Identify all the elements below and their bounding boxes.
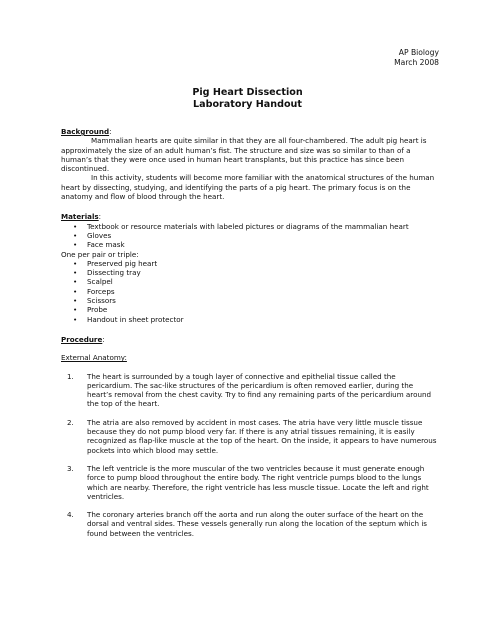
spacer	[61, 344, 437, 353]
procedure-step	[61, 464, 437, 501]
materials-section	[61, 212, 437, 324]
procedure-steps	[61, 372, 437, 538]
external-anatomy-heading: External Anatomy:	[61, 353, 127, 363]
step-number: 4.	[67, 510, 74, 520]
list-item: • Scalpel	[73, 277, 113, 287]
list-item: • Preserved pig heart	[73, 258, 158, 268]
bullet-icon: •	[73, 221, 78, 231]
step-text: The heart is surrounded by a tough layer of connective and epithelial tissue called the pericardium. The sac-like structures of the pericardium is often removed earlier, during the heart’s removal from the chest cavity. Try to find any remaining parts of the pericardium around the top of the heart.	[87, 371, 432, 409]
procedure-section	[61, 335, 437, 538]
bullet-icon: •	[73, 305, 78, 315]
step-text: The coronary arteries branch off the aorta and run along the outer surface of the heart on the dorsal and ventral sides. These vessels generally run along the location of the septum which is found between the ventricles.	[87, 510, 428, 538]
bullet-icon: •	[73, 286, 78, 296]
procedure-step	[61, 372, 437, 409]
procedure-step	[61, 418, 437, 455]
step-text: The atria are also removed by accident in most cases. The atria have very little muscle tissue because they do not pump blood very far. If there is any atrial tissues remaining, it is easily recognized as flap-like muscle at the top of the heart. On the inside, it appears to have numerous pockets into which blood may settle.	[87, 417, 437, 455]
list-item: • Scissors	[73, 296, 116, 306]
list-item: • Dissecting tray	[73, 268, 141, 278]
list-item: • Probe	[73, 305, 108, 315]
background-heading: Background:	[61, 127, 112, 136]
title-line-2: Laboratory Handout	[193, 99, 302, 110]
procedure-heading: Procedure:	[61, 334, 105, 344]
spacer	[61, 201, 437, 212]
materials-heading: Materials:	[61, 212, 102, 222]
bullet-icon: •	[73, 240, 78, 250]
list-item: • Gloves	[73, 230, 112, 240]
document-body	[61, 127, 437, 547]
list-item: • Face mask	[73, 240, 125, 250]
background-section	[61, 127, 437, 201]
course-name: AP Biology	[398, 48, 439, 57]
materials-list-shared	[61, 259, 437, 324]
list-item: • Textbook or resource materials with labeled pictures or diagrams of the mammalian heart	[73, 221, 409, 231]
list-item: • Forceps	[73, 286, 115, 296]
step-text: The left ventricle is the more muscular of the two ventricles because it must generate enough force to pump blood throughout the entire body. The right ventricle pumps blood to the lungs which are nearby. Therefore, the right ventricle has less muscle tissue. Locate the left and right ventricles.	[87, 463, 429, 501]
spacer	[61, 324, 437, 335]
bullet-icon: •	[73, 314, 78, 324]
bullet-icon: •	[73, 296, 78, 306]
list-item: • Handout in sheet protector	[73, 314, 184, 324]
spacer	[61, 363, 437, 372]
bullet-icon: •	[73, 268, 78, 278]
title-line-1: Pig Heart Dissection	[192, 87, 303, 98]
bullet-icon: •	[73, 230, 78, 240]
step-number: 1.	[67, 371, 74, 381]
background-paragraph-2: In this activity, students will become more familiar with the anatomical structures of the human heart by dissecting, studying, and identifying the parts of a pig heart. The primary focus is on the anatomy and flow of blood through the heart.	[61, 173, 435, 202]
page-title	[0, 87, 495, 111]
materials-list-individual	[61, 222, 437, 250]
background-paragraph-1: Mammalian hearts are quite similar in that they are all four-chambered. The adult pig heart is approximately the size of an adult human’s fist. The structure and size was so similar to than of a human’s that they were once used in human heart transplants, but this practice has since been discontinued.	[61, 136, 427, 174]
bullet-icon: •	[73, 258, 78, 268]
header-info	[394, 48, 439, 68]
step-number: 3.	[67, 463, 74, 473]
procedure-step	[61, 510, 437, 538]
step-number: 2.	[67, 417, 74, 427]
bullet-icon: •	[73, 277, 78, 287]
handout-date: March 2008	[394, 58, 439, 67]
materials-group-label: One per pair or triple:	[61, 249, 139, 259]
